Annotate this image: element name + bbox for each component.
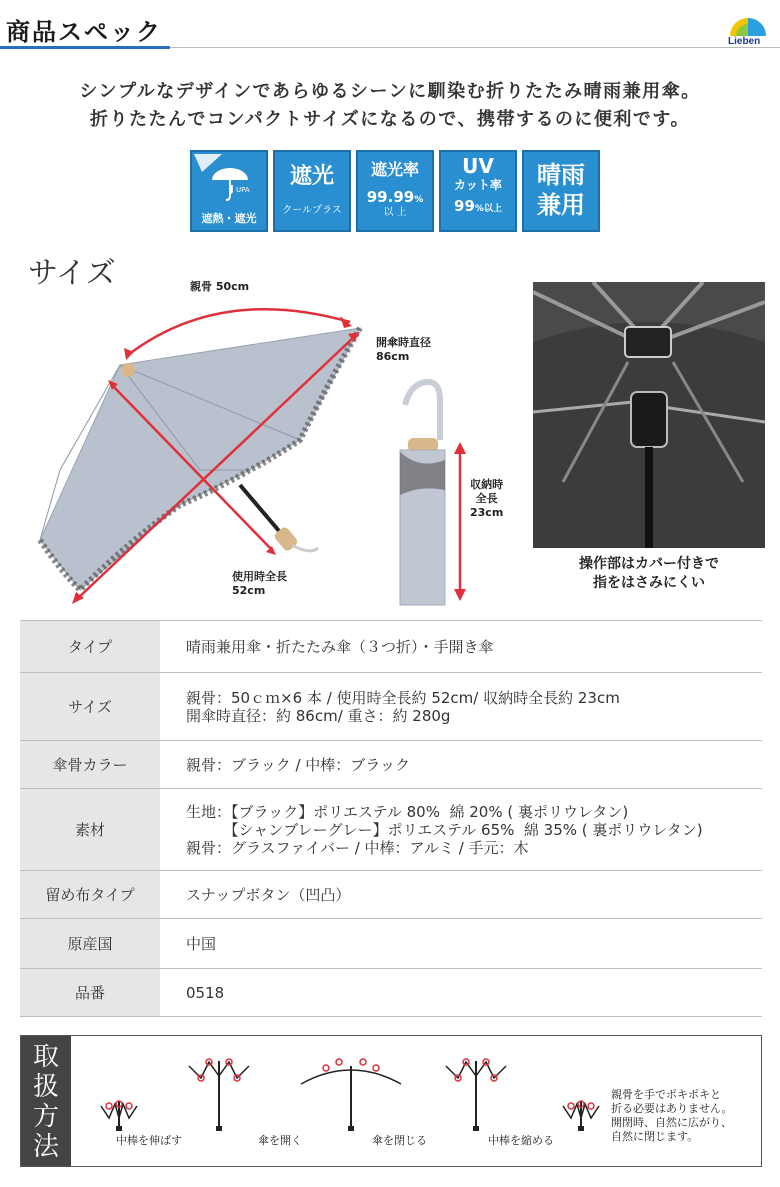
- folded-length-text2: 全長: [475, 492, 498, 505]
- step-open-icon: [301, 1059, 401, 1131]
- spec-value: [160, 871, 762, 919]
- use-length-label: [232, 570, 287, 598]
- badge-uv-line2: カット率: [454, 178, 502, 192]
- howto-title-char: 取: [32, 1042, 59, 1072]
- spec-value: [160, 673, 762, 741]
- spec-key: サイズ: [20, 673, 160, 741]
- howto-title-char: 法: [32, 1132, 59, 1162]
- spec-table: [20, 620, 762, 1017]
- howto-diagram: [81, 1046, 601, 1136]
- use-length-value: 52cm: [232, 584, 266, 597]
- spec-line: 親骨：50ｃｍ×6 本 / 使用時全長約 52cm/ 収納時全長約 23cm: [186, 688, 620, 707]
- badge-uv-num: 99: [454, 197, 475, 215]
- divider: [170, 47, 780, 48]
- spec-line: 【シャンブレーグレー】ポリエステル 65% 綿 35% ( 裏ポリウレタン): [186, 820, 703, 839]
- intro-text: [0, 78, 780, 134]
- table-row: [20, 741, 762, 789]
- spec-key: タイプ: [20, 621, 160, 673]
- howto-note: [611, 1088, 733, 1144]
- open-diameter-label: [376, 336, 431, 364]
- spec-value: [160, 919, 762, 969]
- badge-uv: [439, 150, 517, 232]
- use-length-text: 使用時全長: [232, 570, 287, 583]
- howto-title-char: 扱: [32, 1072, 59, 1102]
- spec-key: 品番: [20, 969, 160, 1017]
- table-row: [20, 789, 762, 871]
- spec-line: 開傘時直径：約 86cm/ 重さ：約 280g: [186, 706, 451, 725]
- badge-jupa-label: 遮熱・遮光: [201, 212, 257, 225]
- table-row: [20, 673, 762, 741]
- step-shorten-icon: [563, 1101, 599, 1131]
- spec-line: 晴雨兼用傘・折たたみ傘（３つ折）・手開き傘: [186, 637, 494, 656]
- logo-text: Lieben: [728, 36, 761, 47]
- spec-key: 傘骨カラー: [20, 741, 160, 789]
- note-line: 親骨を手でポキポキと: [611, 1088, 721, 1101]
- step-folded-icon: [101, 1101, 137, 1131]
- open-diameter-value: 86cm: [376, 350, 410, 363]
- badge-sun-rain: [522, 150, 600, 232]
- howto-title-char: 方: [32, 1102, 59, 1132]
- badge-jupa: [190, 150, 268, 232]
- note-line: 自然に閉じます。: [611, 1130, 699, 1143]
- spec-line: 親骨：ブラック / 中棒：ブラック: [186, 755, 410, 774]
- spec-line: 生地：【ブラック】ポリエステル 80% 綿 20% ( 裏ポリウレタン): [186, 802, 629, 821]
- badge-shading: [273, 150, 351, 232]
- badge-shading-rate-main: 遮光率: [370, 160, 419, 179]
- badge-shading-rate: [356, 150, 434, 232]
- howto-title: [21, 1036, 71, 1166]
- spec-line: 0518: [186, 983, 225, 1002]
- spec-value: [160, 789, 762, 871]
- spec-line: 親骨：グラスファイバー / 中棒：アルミ / 手元：木: [186, 838, 529, 857]
- table-row: [20, 621, 762, 673]
- umbrella-mechanism-image: [533, 282, 765, 548]
- badge-uv-main: UV: [462, 154, 494, 178]
- badge-shading-rate-num: 99.99: [366, 188, 415, 206]
- photo-caption-line2: 指をはさみにくい: [593, 575, 705, 591]
- badge-shading-main: 遮光: [289, 164, 334, 189]
- step-label: 中棒を縮める: [488, 1134, 554, 1147]
- spec-line: スナップボタン（凹凸）: [186, 885, 351, 904]
- page-title: 商品スペック: [6, 18, 162, 46]
- umbrella-illustration: [0, 270, 520, 615]
- spec-value: [160, 621, 762, 673]
- spec-key: 原産国: [20, 919, 160, 969]
- title-underline: [0, 46, 170, 49]
- badge-uv-unit: %以上: [474, 204, 502, 214]
- table-row: [20, 871, 762, 919]
- step-label: 中棒を伸ばす: [116, 1134, 182, 1147]
- note-line: 開閉時、自然に広がり、: [611, 1116, 732, 1129]
- badge-jupa-sub: UPA: [236, 186, 250, 194]
- folded-length-label: [470, 478, 503, 520]
- badge-sun-rain-1: 晴雨: [537, 161, 585, 189]
- umbrella-sun-icon: [192, 152, 266, 202]
- rib-length-label: 親骨 50cm: [190, 280, 250, 293]
- feature-badges: [190, 150, 610, 232]
- note-line: 折る必要はありません。: [611, 1102, 733, 1115]
- intro-line-2: 折りたたんでコンパクトサイズになるので、携帯するのに便利です。: [90, 109, 690, 130]
- photo-caption: [533, 555, 765, 593]
- badge-shading-rate-unit: %: [414, 195, 424, 205]
- size-section-title: サイズ: [28, 256, 116, 291]
- photo-caption-line1: 操作部はカバー付きで: [579, 556, 719, 572]
- table-row: [20, 969, 762, 1017]
- step-label: 傘を閉じる: [372, 1134, 427, 1147]
- spec-line: 中国: [186, 934, 217, 953]
- table-row: [20, 919, 762, 969]
- badge-shading-sub: クールプラス: [282, 205, 342, 216]
- badge-jupa-j: J: [230, 184, 234, 195]
- step-close-icon: [446, 1059, 506, 1131]
- spec-value: [160, 969, 762, 1017]
- badge-sun-rain-2: 兼用: [537, 191, 585, 219]
- header: [0, 0, 780, 55]
- spec-key: 素材: [20, 789, 160, 871]
- spec-value: [160, 741, 762, 789]
- badge-shading-rate-sub: 以 上: [383, 207, 407, 218]
- step-label: 傘を開く: [258, 1134, 302, 1147]
- step-extend-icon: [189, 1059, 249, 1131]
- folded-length-text1: 収納時: [470, 478, 504, 491]
- folded-length-value: 23cm: [470, 506, 504, 519]
- mechanism-photo: [533, 282, 765, 548]
- open-diameter-text: 開傘時直径: [376, 336, 431, 349]
- intro-line-1: シンプルなデザインであらゆるシーンに馴染む折りたたみ晴雨兼用傘。: [79, 81, 701, 102]
- spec-key: 留め布タイプ: [20, 871, 160, 919]
